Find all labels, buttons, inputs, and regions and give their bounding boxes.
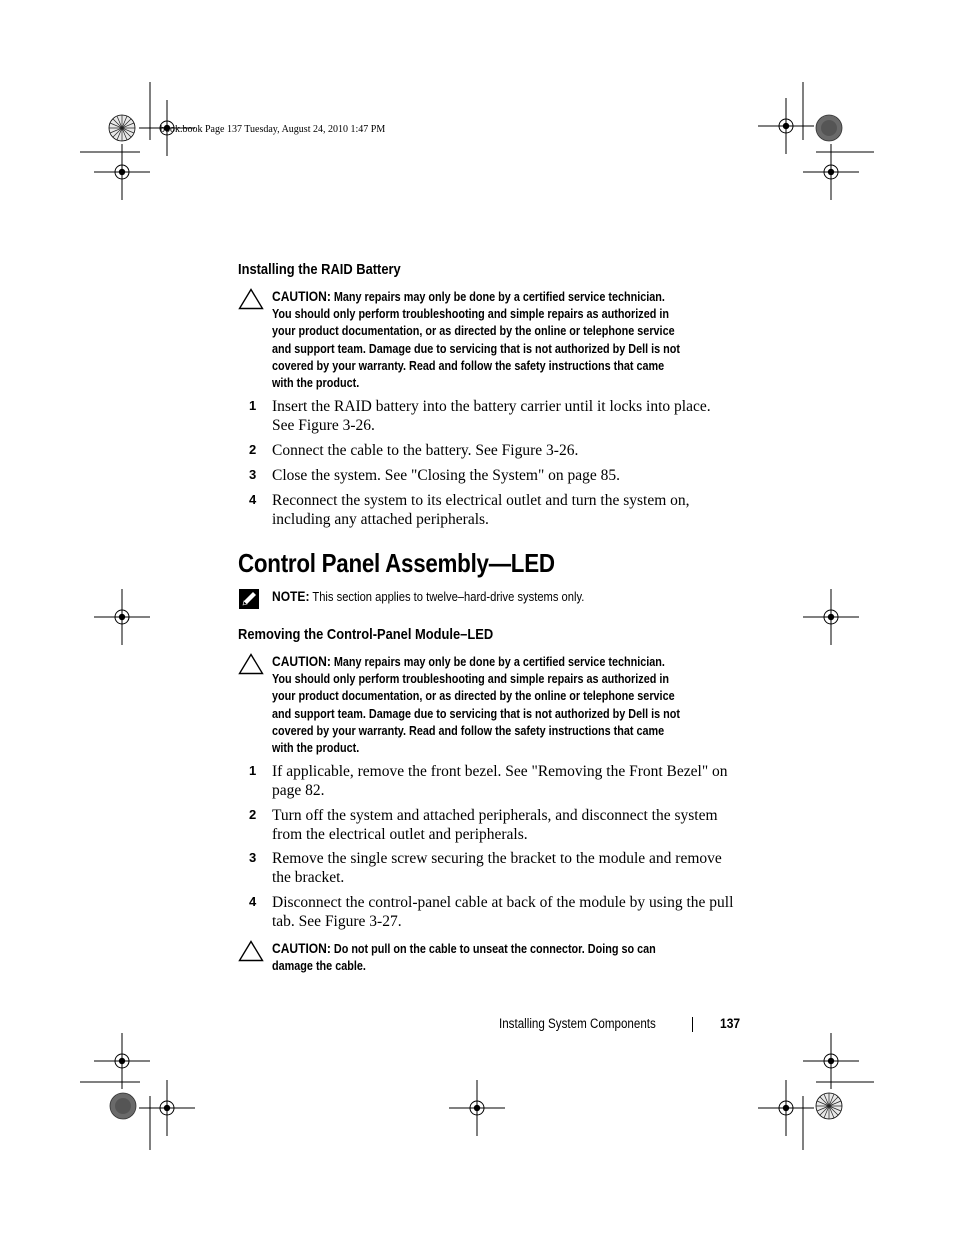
caution-triangle-icon [238,653,264,675]
step-number: 3 [249,467,257,482]
step-text: Close the system. See "Closing the System" on page 85. [272,467,621,484]
caution-text-line: and support team. Damage due to servicing that is not authorized by Dell is not [272,706,681,721]
step-number: 2 [249,442,257,457]
mid-right-mark [803,589,859,645]
step-text: Disconnect the control-panel cable at back of the module by using the pull [272,894,734,911]
step-number: 1 [249,763,257,778]
caution-label: CAUTION: [272,653,331,669]
step-text: Insert the RAID battery into the battery carrier until it locks into place. [272,398,711,415]
step-text: including any attached peripherals. [272,511,489,528]
caution-label: CAUTION: [272,940,331,956]
step-text: Reconnect the system to its electrical outlet and turn the system on, [272,492,690,509]
step-text: Connect the cable to the battery. See Figure 3-26. [272,442,579,459]
page-number: 137 [720,1015,741,1031]
step-text: If applicable, remove the front bezel. See "Removing the Front Bezel" on [272,763,728,780]
mid-left-mark [94,589,150,645]
step-number: 1 [249,398,257,413]
section-heading-installing-raid-battery: Installing the RAID Battery [238,261,401,278]
section-heading-removing-control-panel-module: Removing the Control-Panel Module–LED [238,626,494,643]
caution-text-line: and support team. Damage due to servicing that is not authorized by Dell is not [272,341,681,356]
note-label: NOTE: [272,588,310,604]
step-text: tab. See Figure 3-27. [272,913,402,930]
step-text: See Figure 3-26. [272,417,375,434]
bottom-left-marks [80,1033,195,1150]
bottom-center-mark [449,1080,505,1136]
caution-text-line: covered by your warranty. Read and follow the safety instructions that came [272,358,665,373]
caution-text-line: You should only perform troubleshooting and simple repairs as authorized in [272,307,669,322]
caution-text-line: Many repairs may only be done by a certified service technician. [333,290,665,304]
step-number: 4 [249,492,257,507]
step-text: page 82. [272,782,325,799]
caution-text-line: covered by your warranty. Read and follow the safety instructions that came [272,723,665,738]
step-text: the bracket. [272,869,345,886]
top-right-marks [758,82,874,200]
print-header: book.book Page 137 Tuesday, August 24, 2010 1:47 PM [160,124,386,135]
caution-triangle-icon [238,288,264,310]
note-pencil-icon [238,588,260,610]
top-left-marks [80,82,195,200]
step-number: 2 [249,807,257,822]
step-number: 4 [249,894,257,909]
caution-label: CAUTION: [272,288,331,304]
caution-text-line: Do not pull on the cable to unseat the connector. Doing so can [333,942,656,956]
footer-divider [692,1017,693,1032]
caution-triangle-icon [238,940,264,962]
step-text: Turn off the system and attached peripherals, and disconnect the system [272,807,718,824]
caution-text-line: your product documentation, or as directed by the online or telephone service [272,324,675,339]
bottom-right-marks [758,1033,874,1150]
caution-text-line: with the product. [272,741,360,756]
caution-text-line: damage the cable. [272,959,366,974]
step-text: Remove the single screw securing the bracket to the module and remove [272,850,722,867]
caution-text-line: with the product. [272,376,360,391]
footer-section-name: Installing System Components [499,1016,656,1031]
caution-text-line: You should only perform troubleshooting and simple repairs as authorized in [272,672,669,687]
step-text: from the electrical outlet and peripherals. [272,826,528,843]
caution-text-line: your product documentation, or as directed by the online or telephone service [272,689,675,704]
caution-text-line: Many repairs may only be done by a certified service technician. [333,655,665,669]
note-text: This section applies to twelve–hard-drive systems only. [312,589,585,604]
chapter-title: Control Panel Assembly—LED [238,548,555,578]
step-number: 3 [249,850,257,865]
